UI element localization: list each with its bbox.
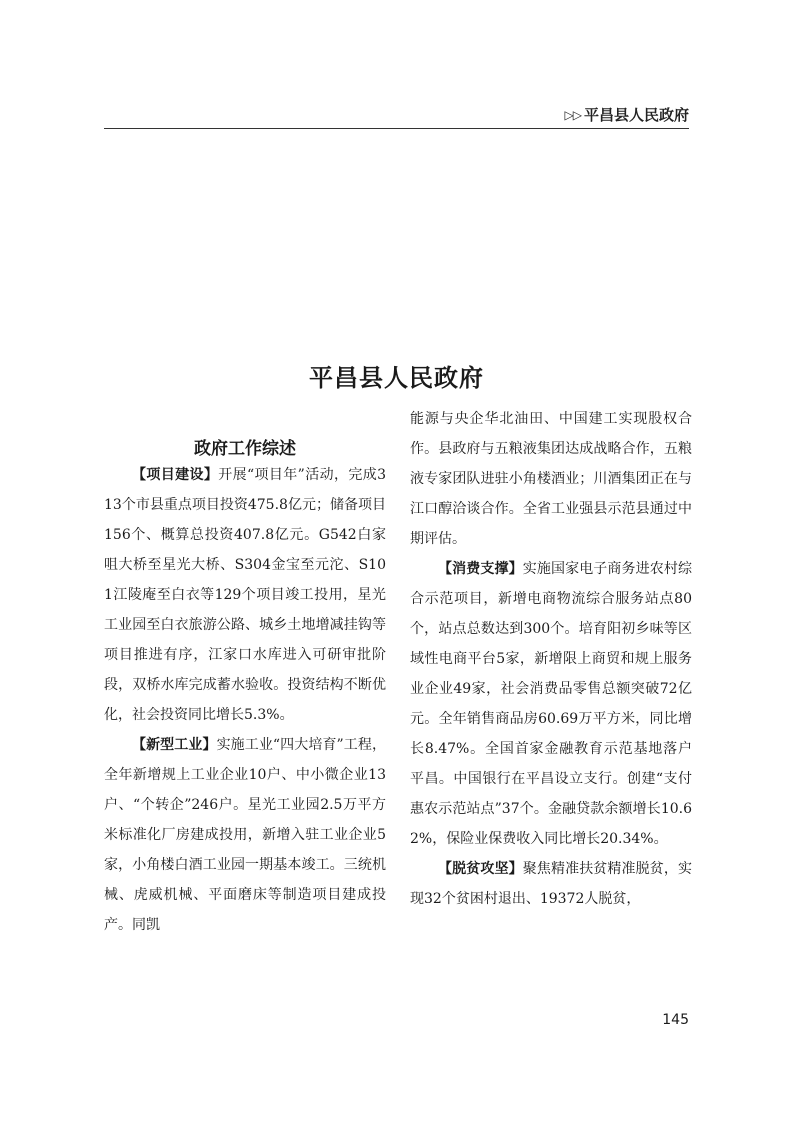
page-number: 145 xyxy=(662,1012,689,1028)
running-title: 平昌县人民政府 xyxy=(583,106,689,124)
page-title: 平昌县人民政府 xyxy=(309,363,484,393)
paragraph-project-construction xyxy=(104,460,386,730)
paragraph-heading: 【新型工业】 xyxy=(132,737,217,753)
paragraph-text: 实施工业“四大培育”工程，全年新增规上工业企业10户、中小微企业13户、“个转企”246户。星光工业园2.5万平方米标准化厂房建成投用，新增入驻工业企业5家，小角楼白酒工业园一期基本竣工。三统机械、虎威机械、平面磨床等制造项目建成投产。同凯 xyxy=(104,737,386,933)
paragraph-text: 聚焦精准扶贫精准脱贫，实现32个贫困村退出、19372人脱贫， xyxy=(410,861,693,907)
paragraph-continuation xyxy=(410,404,692,554)
paragraph-new-industry xyxy=(104,730,386,940)
paragraph-poverty-alleviation xyxy=(410,854,692,914)
paragraph-heading: 【消费支撑】 xyxy=(438,561,523,577)
paragraph-heading: 【项目建设】 xyxy=(132,467,219,483)
paragraph-consumption xyxy=(410,554,692,854)
left-column xyxy=(104,404,386,940)
right-column xyxy=(410,404,692,914)
running-header xyxy=(565,104,689,125)
header-rule xyxy=(104,128,689,129)
paragraph-text: 开展“项目年”活动，完成313个市县重点项目投资475.8亿元；储备项目156个、概算总投资407.8亿元。G542白家咀大桥至星光大桥、S304金宝至元沱、S101江陵庵至白衣等129个项目竣工投用，星光工业园至白衣旅游公路、城乡土地增减挂钩等项目推进有序，江家口水库进入可研审批阶段，双桥水库完成蓄水验收。投资结构不断优化，社会投资同比增长5.3%。 xyxy=(104,467,386,723)
paragraph-text: 能源与央企华北油田、中国建工实现股权合作。县政府与五粮液集团达成战略合作，五粮液专家团队进驻小角楼酒业；川酒集团正在与江口醇洽谈合作。全省工业强县示范县通过中期评估。 xyxy=(410,411,692,547)
section-title: 政府工作综述 xyxy=(194,439,296,459)
triangle-marker-icon: ▷▷ xyxy=(564,107,581,122)
paragraph-heading: 【脱贫攻坚】 xyxy=(438,861,523,877)
paragraph-text: 实施国家电子商务进农村综合示范项目，新增电商物流综合服务站点80个，站点总数达到300个。培育阳初乡味等区域性电商平台5家，新增限上商贸和规上服务业企业49家，社会消费品零售总额突破72亿元。全年销售商品房60.69万平方米，同比增长8.47%。全国首家金融教育示范基地落户平昌。中国银行在平昌设立支行。创建“支付惠农示范站点”37个。金融贷款余额增长10.62%，保险业保费收入同比增长20.34%。 xyxy=(410,561,693,847)
